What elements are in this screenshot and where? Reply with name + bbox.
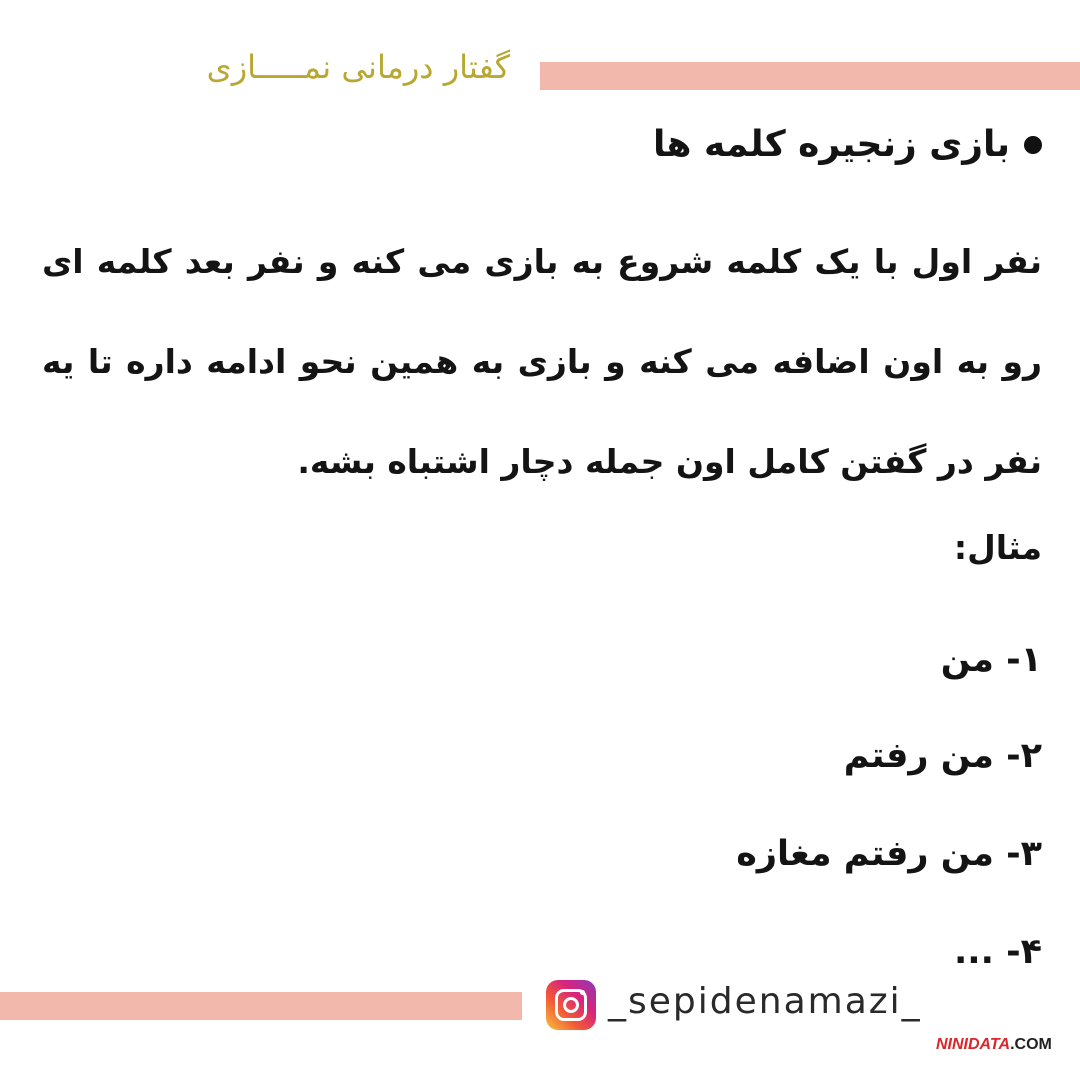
heading-text: بازی زنجیره کلمه ها — [653, 124, 1010, 165]
example-item-2: ۲- من رفتم — [843, 736, 1042, 776]
brand-title: گفتار درمانی نمـــــازی — [206, 48, 510, 86]
bullet-icon — [1024, 136, 1042, 154]
section-heading — [42, 124, 1042, 165]
description-paragraph: نفر اول با یک کلمه شروع به بازی می کنه و نفر بعد کلمه ای رو به اون اضافه می کنه و بازی به همین نحو ادامه داره تا یه نفر در گفتن کامل اون جمله دچار اشتباه بشه. — [42, 242, 1042, 481]
example-label: مثال: — [953, 528, 1042, 567]
watermark-domain: .COM — [1010, 1036, 1052, 1053]
watermark-brand: NINIDATA — [936, 1036, 1011, 1053]
example-item-3: ۳- من رفتم مغازه — [736, 834, 1042, 874]
top-accent-bar — [540, 62, 1080, 90]
example-item-4: ۴- ... — [954, 932, 1042, 972]
example-item-1: ۱- من — [940, 640, 1042, 680]
watermark — [936, 1036, 1052, 1054]
instagram-icon[interactable] — [546, 980, 596, 1030]
bottom-accent-bar — [0, 992, 522, 1020]
instagram-handle[interactable]: _sepidenamazi_ — [608, 981, 922, 1022]
